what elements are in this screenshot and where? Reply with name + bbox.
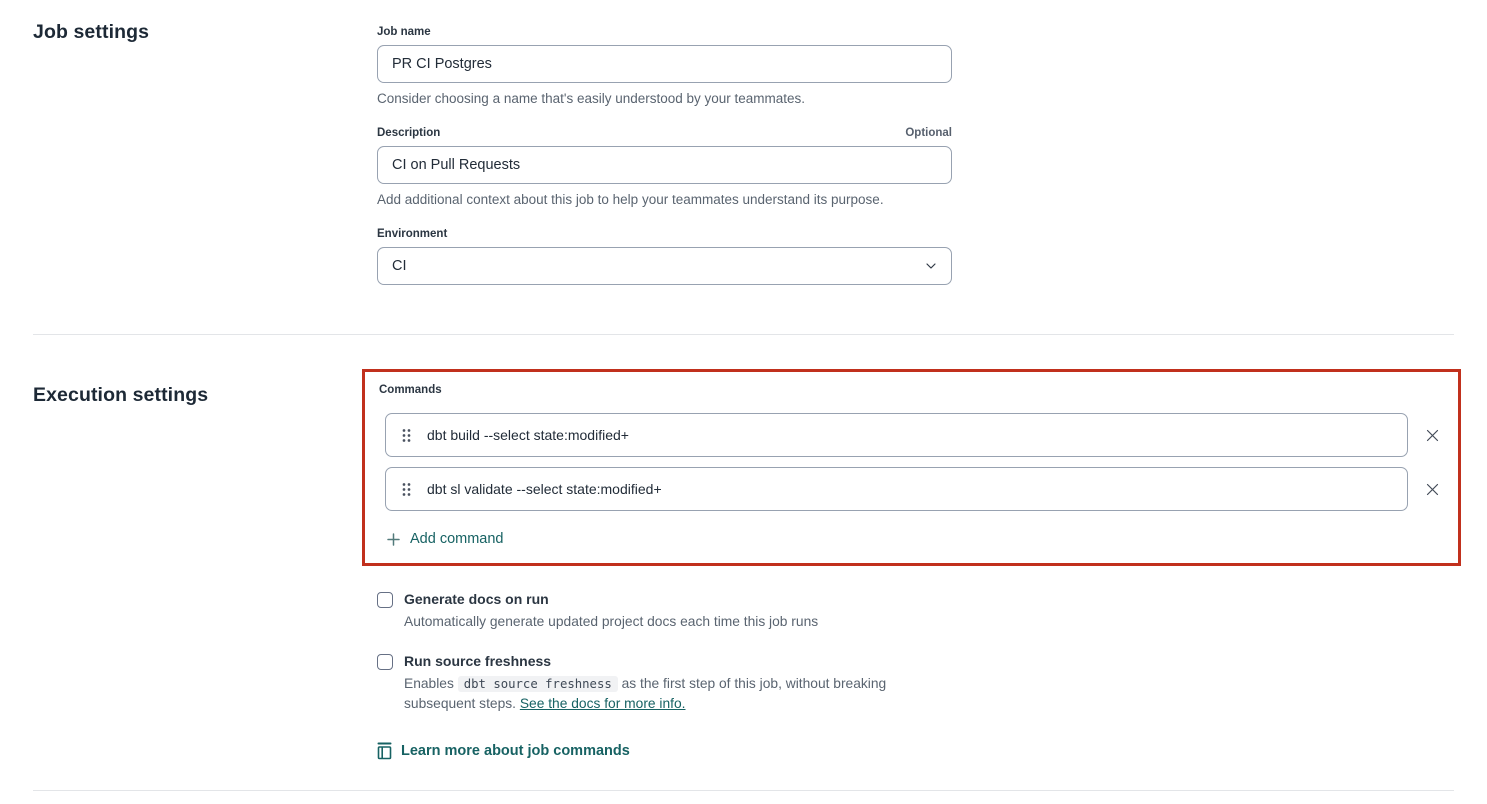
generate-docs-checkbox[interactable] — [377, 592, 393, 608]
generate-docs-description: Automatically generate updated project docs each time this job runs — [404, 613, 819, 629]
job-settings-title-column — [0, 21, 377, 285]
execution-settings-form — [362, 369, 1472, 765]
drag-handle-icon[interactable] — [402, 428, 411, 443]
generate-docs-texts — [404, 591, 818, 632]
description-field — [377, 127, 952, 207]
job-name-field — [377, 26, 952, 106]
source-freshness-label[interactable]: Run source freshness — [404, 652, 552, 669]
close-icon — [1425, 428, 1440, 443]
job-settings-section — [0, 0, 1487, 285]
source-freshness-checkbox[interactable] — [377, 654, 393, 670]
section-divider — [33, 334, 1454, 335]
command-row — [385, 467, 1444, 511]
learn-more-label: Learn more about job commands — [401, 742, 630, 759]
remove-command-button-1[interactable] — [1420, 423, 1444, 447]
execution-settings-title: Execution settings — [33, 384, 209, 406]
drag-handle-icon[interactable] — [402, 482, 411, 497]
commands-label: Commands — [379, 384, 442, 396]
source-freshness-desc-prefix: Enables — [404, 675, 454, 691]
environment-label: Environment — [377, 228, 448, 240]
job-name-help: Consider choosing a name that's easily understood by your teammates. — [377, 91, 806, 106]
learn-more-button[interactable] — [377, 742, 630, 760]
generate-docs-group — [377, 591, 1472, 632]
command-input-2[interactable] — [385, 467, 1408, 511]
environment-select[interactable] — [377, 247, 952, 285]
source-freshness-desc-suffix: as the first step of this job, without breaking subsequent steps. — [404, 675, 887, 711]
execution-settings-title-column — [0, 369, 377, 765]
command-input-1[interactable] — [385, 413, 1408, 457]
command-text-2: dbt sl validate --select state:modified+ — [427, 481, 662, 497]
source-freshness-code: dbt source freshness — [458, 676, 618, 692]
command-text-1: dbt build --select state:modified+ — [427, 427, 629, 443]
remove-command-button-2[interactable] — [1420, 477, 1444, 501]
optional-badge: Optional — [905, 127, 952, 139]
add-command-button[interactable] — [387, 531, 504, 547]
environment-selected-value: CI — [392, 258, 407, 274]
job-name-label: Job name — [377, 26, 431, 38]
generate-docs-label[interactable]: Generate docs on run — [404, 590, 549, 607]
command-row — [385, 413, 1444, 457]
source-freshness-texts — [404, 653, 949, 714]
see-docs-link[interactable]: See the docs for more info. — [519, 695, 686, 711]
description-label: Description — [377, 127, 441, 139]
close-icon — [1425, 482, 1440, 497]
chevron-down-icon — [925, 262, 937, 270]
book-icon — [377, 742, 392, 760]
commands-highlight-box — [362, 369, 1461, 566]
source-freshness-description — [404, 674, 949, 714]
job-name-input[interactable] — [377, 45, 952, 83]
add-command-label: Add command — [410, 531, 504, 547]
bottom-divider — [33, 790, 1454, 791]
plus-icon — [387, 533, 400, 546]
description-help: Add additional context about this job to help your teammates understand its purpose. — [377, 192, 884, 207]
execution-settings-section — [0, 369, 1487, 765]
environment-field — [377, 228, 952, 285]
job-settings-form — [377, 21, 952, 285]
job-settings-title: Job settings — [33, 21, 150, 43]
description-input[interactable] — [377, 146, 952, 184]
source-freshness-group — [377, 653, 1472, 714]
description-label-row — [377, 127, 952, 139]
